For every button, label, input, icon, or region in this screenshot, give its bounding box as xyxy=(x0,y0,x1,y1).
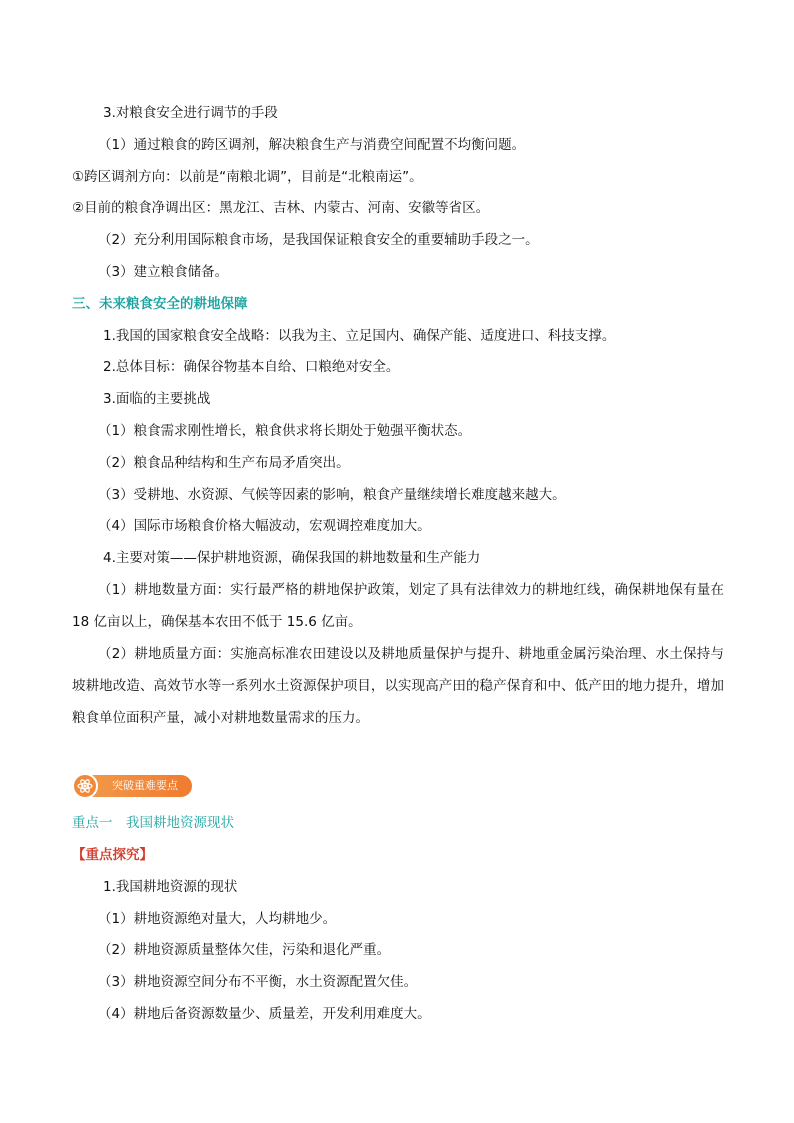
breakthrough-banner xyxy=(72,773,192,799)
paragraph-1a: ①跨区调剂方向：以前是“南粮北调”，目前是“北粮南运”。 xyxy=(72,169,423,185)
status-title: 1.我国耕地资源的现状 xyxy=(103,879,238,895)
status-3: （3）耕地资源空间分布不平衡，水土资源配置欠佳。 xyxy=(98,974,418,990)
status-1: （1）耕地资源绝对量大，人均耕地少。 xyxy=(98,911,337,927)
challenge-1: （1）粮食需求刚性增长，粮食供求将长期处于勉强平衡状态。 xyxy=(98,423,472,439)
challenge-4: （4）国际市场粮食价格大幅波动，宏观调控难度加大。 xyxy=(98,518,431,534)
challenge-3: （3）受耕地、水资源、气候等因素的影响，粮食产量继续增长难度越来越大。 xyxy=(98,487,566,503)
section-heading-3: 三、未来粮食安全的耕地保障 xyxy=(72,296,248,312)
status-2: （2）耕地资源质量整体欠佳，污染和退化严重。 xyxy=(98,942,391,958)
atom-icon xyxy=(72,773,98,799)
measure-1: （1）耕地数量方面：实行最严格的耕地保护政策，划定了具有法律效力的耕地红线，确保耕地保有量在 18 亿亩以上，确保基本农田不低于 15.6 亿亩。 xyxy=(72,582,724,630)
strategy-line: 1.我国的国家粮食安全战略：以我为主、立足国内、确保产能、适度进口、科技支撑。 xyxy=(103,328,616,344)
measure-2: （2）耕地质量方面：实施高标准农田建设以及耕地质量保护与提升、耕地重金属污染治理、水土保持与坡耕地改造、高效节水等一系列水土资源保护项目，以实现高产田的稳产保育和中、低产田的地力提升，增加粮食单位面积产量，减小对耕地数量需求的压力。 xyxy=(72,646,724,726)
challenges-title: 3.面临的主要挑战 xyxy=(103,391,211,407)
key-point-heading: 重点一 我国耕地资源现状 xyxy=(72,815,234,831)
item-3-title: 3.对粮食安全进行调节的手段 xyxy=(103,105,278,121)
paragraph-1: （1）通过粮食的跨区调剂，解决粮食生产与消费空间配置不均衡问题。 xyxy=(98,137,526,153)
paragraph-2: （2）充分利用国际粮食市场，是我国保证粮食安全的重要辅助手段之一。 xyxy=(98,232,539,248)
goal-line: 2.总体目标：确保谷物基本自给、口粮绝对安全。 xyxy=(103,359,400,375)
status-4: （4）耕地后备资源数量少、质量差，开发利用难度大。 xyxy=(98,1006,431,1022)
paragraph-3: （3）建立粮食储备。 xyxy=(98,264,229,280)
measures-title: 4.主要对策——保护耕地资源，确保我国的耕地数量和生产能力 xyxy=(103,550,481,566)
challenge-2: （2）粮食品种结构和生产布局矛盾突出。 xyxy=(98,455,350,471)
banner-label: 突破重难要点 xyxy=(112,779,178,792)
paragraph-1b: ②目前的粮食净调出区：黑龙江、吉林、内蒙古、河南、安徽等省区。 xyxy=(72,200,490,216)
key-point-tag: 【重点探究】 xyxy=(72,847,153,863)
